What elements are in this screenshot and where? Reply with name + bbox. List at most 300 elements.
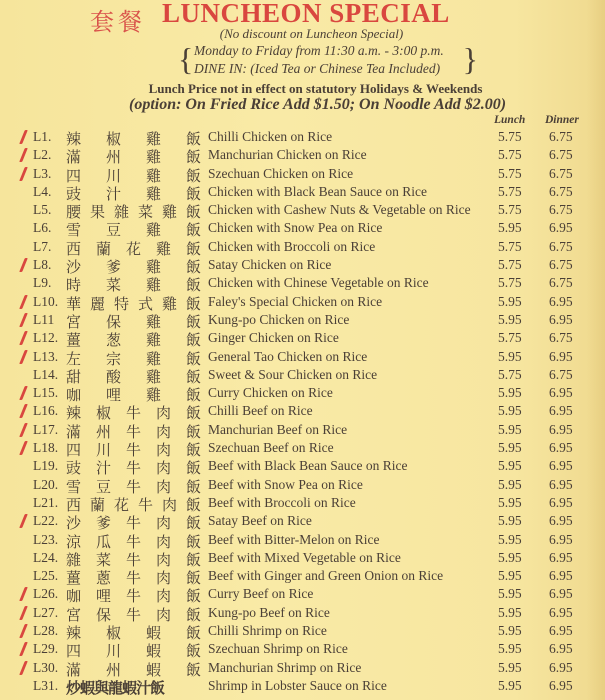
lunch-price: 5.95 [498, 549, 522, 565]
red-checkmark-icon [19, 331, 28, 345]
menu-item-row [0, 274, 605, 295]
chinese-character: 肉 [161, 495, 177, 514]
red-checkmark-icon [19, 606, 28, 620]
chinese-character: 花 [113, 495, 129, 514]
menu-item-row [0, 183, 605, 201]
dinner-price: 6.75 [549, 257, 573, 273]
item-english-name: Beef with Black Bean Sauce on Rice [208, 458, 408, 474]
item-english-name: Kung-po Chicken on Rice [208, 311, 350, 327]
lunch-price: 5.75 [498, 202, 522, 218]
chinese-character: 肉 [155, 404, 171, 423]
right-brace-icon: } [462, 41, 478, 77]
dinner-price: 6.95 [549, 458, 573, 474]
holiday-notice: Lunch Price not in effect on statutory Holidays & Weekends [148, 81, 483, 96]
item-code: L12. [33, 330, 59, 346]
chinese-character: 蔥 [95, 569, 111, 588]
chinese-character: 薑 [66, 331, 82, 350]
item-code: L20. [33, 476, 59, 492]
red-checkmark-icon [19, 258, 28, 272]
lunch-price: 5.95 [498, 586, 522, 602]
chinese-character: 滿 [66, 660, 82, 679]
chinese-character: 飯 [185, 367, 201, 386]
lunch-price: 5.75 [498, 330, 522, 346]
dinner-price: 6.75 [549, 165, 573, 181]
chinese-character: 雞 [161, 294, 177, 313]
item-english-name: General Tao Chicken on Rice [208, 348, 368, 364]
lunch-price: 5.95 [498, 623, 522, 639]
chinese-character: 辣 [66, 404, 82, 423]
chinese-character: 花 [125, 239, 141, 258]
item-code: L9. [33, 275, 52, 291]
item-english-name: Chicken with Cashew Nuts & Vegetable on Rice [208, 202, 471, 218]
item-english-name: Chicken with Snow Pea on Rice [208, 220, 383, 236]
item-english-name: Curry Beef on Rice [208, 586, 314, 602]
red-checkmark-icon [19, 587, 28, 601]
dinner-price: 6.95 [549, 641, 573, 657]
item-code: L27. [33, 604, 59, 620]
dinner-price: 6.95 [549, 677, 573, 693]
chinese-character: 甜 [66, 367, 82, 386]
chinese-character: 四 [66, 441, 82, 460]
item-code: L26. [33, 586, 59, 602]
dinner-price: 6.95 [549, 311, 573, 327]
item-english-name: Beef with Bitter-Melon on Rice [208, 531, 380, 547]
chinese-character: 飯 [185, 569, 201, 588]
chinese-character: 葱 [105, 331, 121, 350]
chinese-character: 滿 [66, 422, 82, 441]
chinese-character: 肉 [155, 532, 171, 551]
dinner-price: 6.95 [549, 476, 573, 492]
item-code: L21. [33, 494, 59, 510]
chinese-character: 特 [113, 294, 129, 313]
chinese-character: 滿 [66, 148, 82, 167]
menu-item-row [0, 402, 605, 423]
chinese-character: 沙 [66, 514, 82, 533]
dinner-price: 6.95 [549, 385, 573, 401]
item-english-name: Satay Chicken on Rice [208, 257, 332, 273]
dinner-price: 6.75 [549, 202, 573, 218]
menu-item-row [0, 128, 605, 146]
lunch-price: 5.95 [498, 458, 522, 474]
menu-item-row [0, 531, 605, 549]
menu-item-row [0, 494, 605, 512]
chinese-character: 牛 [125, 459, 141, 478]
menu-item-row [0, 640, 605, 661]
item-code: L15. [33, 385, 59, 401]
chinese-character: 蝦 [145, 624, 161, 643]
item-english-name: Beef with Broccoli on Rice [208, 494, 356, 510]
item-code: L30. [33, 659, 59, 675]
dinner-price: 6.75 [549, 366, 573, 382]
item-code: L18. [33, 440, 59, 456]
chinese-character: 州 [105, 148, 121, 167]
chinese-character: 雞 [145, 221, 161, 240]
red-checkmark-icon [19, 167, 28, 181]
chinese-character: 華 [66, 294, 82, 313]
item-english-name: Shrimp in Lobster Sauce on Rice [208, 677, 387, 693]
chinese-character: 飯 [185, 422, 201, 441]
chinese-character: 飯 [185, 459, 201, 478]
chinese-character: 宮 [66, 605, 82, 624]
item-english-name: Beef with Ginger and Green Onion on Rice [208, 568, 444, 584]
subtitle: (No discount on Luncheon Special) [219, 26, 404, 41]
dinner-price: 6.75 [549, 129, 573, 144]
chinese-character: 宮 [66, 312, 82, 331]
dinner-price: 6.75 [549, 147, 573, 163]
chinese-character: 椒 [105, 624, 121, 643]
dinner-price: 6.95 [549, 568, 573, 584]
item-code: L8. [33, 257, 52, 273]
paper-fold-shadow [587, 0, 605, 700]
chinese-character: 飯 [185, 514, 201, 533]
chinese-character: 飯 [185, 441, 201, 460]
menu-item-row [0, 585, 605, 606]
chinese-character: 雪 [66, 477, 82, 496]
chinese-character: 州 [95, 422, 111, 441]
chinese-character: 豆 [95, 477, 111, 496]
lunch-price: 5.75 [498, 165, 522, 181]
chinese-character: 豉 [66, 459, 82, 478]
dinner-price: 6.95 [549, 440, 573, 456]
item-chinese-name [66, 677, 201, 698]
chinese-character: 保 [105, 312, 121, 331]
chinese-character: 雞 [145, 130, 161, 148]
item-english-name: Szechuan Chicken on Rice [208, 165, 354, 181]
dinner-price: 6.95 [549, 293, 573, 309]
chinese-character: 保 [95, 605, 111, 624]
lunch-price: 5.95 [498, 403, 522, 419]
chinese-character: 果 [89, 203, 105, 222]
lunch-price: 5.75 [498, 366, 522, 382]
dinner-column-header: Dinner [545, 114, 579, 126]
chinese-character: 牛 [125, 605, 141, 624]
chinese-character: 雞 [145, 349, 161, 368]
lunch-price: 5.95 [498, 440, 522, 456]
lunch-price: 5.75 [498, 129, 522, 144]
page-title: LUNCHEON SPECIAL [162, 0, 450, 28]
chinese-character: 雞 [145, 148, 161, 167]
chinese-character: 涼 [66, 532, 82, 551]
menu-item-row [0, 329, 605, 350]
lunch-price: 5.95 [498, 421, 522, 437]
item-english-name: Chicken with Chinese Vegetable on Rice [208, 275, 429, 291]
item-code: L4. [33, 183, 52, 199]
chinese-character: 飯 [185, 660, 201, 679]
red-checkmark-icon [19, 514, 28, 528]
chinese-character: 雞 [145, 184, 161, 203]
chinese-character: 飯 [185, 386, 201, 405]
dinner-price: 6.75 [549, 183, 573, 199]
menu-item-row [0, 659, 605, 677]
chinese-character: 汁 [105, 184, 121, 203]
chinese-character: 沙 [66, 258, 82, 277]
chinese-character: 豆 [105, 221, 121, 240]
chinese-character: 肉 [155, 550, 171, 569]
chinese-character: 椒 [95, 404, 111, 423]
menu-item-row [0, 677, 605, 695]
hours-block [178, 41, 478, 78]
chinese-character: 飯 [185, 642, 201, 661]
chinese-character: 辣 [66, 130, 82, 148]
left-brace-icon: { [178, 41, 194, 77]
lunch-price: 5.95 [498, 568, 522, 584]
item-code: L13. [33, 348, 59, 364]
chinese-character: 肉 [155, 477, 171, 496]
dinner-price: 6.95 [549, 623, 573, 639]
item-code: L24. [33, 549, 59, 565]
red-checkmark-icon [19, 441, 28, 455]
chinese-character: 哩 [105, 386, 121, 405]
chinese-character: 炒蝦與龍蝦汁飯 [66, 678, 165, 697]
red-checkmark-icon [19, 642, 28, 656]
chinese-character: 飯 [185, 239, 201, 258]
chinese-character: 式 [137, 294, 153, 313]
item-code: L10. [33, 293, 59, 309]
chinese-character: 宗 [105, 349, 121, 368]
item-code: L14. [33, 366, 59, 382]
chinese-character: 牛 [125, 569, 141, 588]
chinese-character: 飯 [185, 605, 201, 624]
chinese-character: 肉 [155, 569, 171, 588]
menu-item-row [0, 512, 605, 533]
chinese-character: 肉 [155, 587, 171, 606]
menu-header [0, 0, 605, 126]
chinese-character: 川 [95, 441, 111, 460]
chinese-character: 飯 [185, 550, 201, 569]
item-code: L23. [33, 531, 59, 547]
item-english-name: Chilli Beef on Rice [208, 403, 313, 419]
chinese-character: 肉 [155, 441, 171, 460]
menu-item-row [0, 146, 605, 167]
red-checkmark-icon [19, 624, 28, 638]
lunch-column-header: Lunch [494, 114, 526, 126]
red-checkmark-icon [19, 350, 28, 364]
dinner-price: 6.75 [549, 238, 573, 254]
chinese-character: 時 [66, 276, 82, 295]
item-code: L1. [33, 129, 52, 144]
red-checkmark-icon [19, 148, 28, 162]
menu-item-row [0, 348, 605, 366]
chinese-character: 薑 [66, 569, 82, 588]
chinese-character: 麗 [89, 294, 105, 313]
chinese-character: 雞 [145, 166, 161, 185]
lunch-price: 5.95 [498, 677, 522, 693]
dinner-price: 6.95 [549, 549, 573, 565]
item-english-name: Satay Beef on Rice [208, 513, 312, 529]
chinese-character: 雜 [66, 550, 82, 569]
item-english-name: Chilli Shrimp on Rice [208, 623, 327, 639]
item-english-name: Kung-po Beef on Rice [208, 604, 330, 620]
chinese-character: 雜 [113, 203, 129, 222]
chinese-character: 酸 [105, 367, 121, 386]
chinese-character: 川 [105, 166, 121, 185]
chinese-character: 雞 [155, 239, 171, 258]
chinese-character: 腰 [66, 203, 82, 222]
chinese-character: 牛 [125, 422, 141, 441]
chinese-character: 飯 [185, 312, 201, 331]
menu-item-row [0, 219, 605, 240]
chinese-character: 爹 [95, 514, 111, 533]
chinese-character: 牛 [125, 587, 141, 606]
chinese-character: 飯 [185, 258, 201, 277]
chinese-character: 飯 [185, 221, 201, 240]
chinese-character: 雞 [145, 312, 161, 331]
dinner-price: 6.95 [549, 421, 573, 437]
item-english-name: Beef with Mixed Vegetable on Rice [208, 549, 401, 565]
menu-list [0, 128, 605, 695]
red-checkmark-icon [19, 313, 28, 327]
item-code: L22. [33, 513, 59, 529]
dinner-price: 6.95 [549, 513, 573, 529]
menu-item-row [0, 165, 605, 183]
dinner-price: 6.95 [549, 604, 573, 620]
chinese-character: 飯 [185, 203, 201, 222]
item-code: L29. [33, 641, 59, 657]
item-english-name: Manchurian Beef on Rice [208, 421, 348, 437]
red-checkmark-icon [19, 423, 28, 437]
chinese-character: 飯 [185, 532, 201, 551]
red-checkmark-icon [19, 661, 28, 675]
chinese-character: 牛 [125, 441, 141, 460]
dinner-price: 6.95 [549, 659, 573, 675]
lunch-price: 5.75 [498, 257, 522, 273]
dinner-price: 6.95 [549, 220, 573, 236]
hours-line: Monday to Friday from 11:30 a.m. - 3:00 p.m. [194, 43, 444, 58]
dinner-price: 6.95 [549, 531, 573, 547]
lunch-price: 5.75 [498, 147, 522, 163]
menu-item-row [0, 256, 605, 277]
chinese-character: 西 [66, 495, 82, 514]
item-code: L19. [33, 458, 59, 474]
menu-item-row [0, 384, 605, 405]
dinner-price: 6.95 [549, 348, 573, 364]
menu-item-row [0, 604, 605, 622]
chinese-character: 西 [66, 239, 82, 258]
item-code: L16. [33, 403, 59, 419]
menu-item-row [0, 567, 605, 588]
chinese-character: 雞 [145, 331, 161, 350]
chinese-character: 肉 [155, 459, 171, 478]
lunch-price: 5.95 [498, 531, 522, 547]
chinese-character: 飯 [185, 130, 201, 148]
lunch-price: 5.95 [498, 348, 522, 364]
item-code: L17. [33, 421, 59, 437]
chinese-character: 牛 [125, 550, 141, 569]
chinese-character: 哩 [95, 587, 111, 606]
chinese-character: 川 [105, 642, 121, 661]
chinese-character: 牛 [125, 514, 141, 533]
item-code: L11 [33, 311, 55, 327]
menu-item-row [0, 622, 605, 643]
chinese-character: 飯 [185, 148, 201, 167]
lunch-price: 5.95 [498, 513, 522, 529]
dinner-price: 6.75 [549, 275, 573, 291]
lunch-price: 5.95 [498, 476, 522, 492]
chinese-character: 豉 [66, 184, 82, 203]
chinese-character: 飯 [185, 331, 201, 350]
menu-item-row [0, 238, 605, 256]
chinese-character: 飯 [185, 495, 201, 514]
lunch-price: 5.95 [498, 385, 522, 401]
chinese-character: 菜 [137, 203, 153, 222]
item-code: L5. [33, 202, 52, 218]
lunch-price: 5.95 [498, 494, 522, 510]
menu-item-row [0, 311, 605, 329]
lunch-price: 5.95 [498, 311, 522, 327]
item-code: L6. [33, 220, 52, 236]
item-english-name: Szechuan Beef on Rice [208, 440, 334, 456]
item-english-name: Szechuan Shrimp on Rice [208, 641, 348, 657]
red-checkmark-icon [19, 295, 28, 309]
dinner-price: 6.75 [549, 330, 573, 346]
chinese-character: 四 [66, 166, 82, 185]
chinese-character: 椒 [105, 130, 121, 148]
chinese-character: 飯 [185, 349, 201, 368]
lunch-price: 5.95 [498, 604, 522, 620]
chinese-character: 蘭 [95, 239, 111, 258]
chinese-character: 雞 [161, 203, 177, 222]
chinese-character: 牛 [125, 532, 141, 551]
menu-item-row [0, 476, 605, 494]
chinese-character: 蘭 [89, 495, 105, 514]
dine-in-line: DINE IN: (Iced Tea or Chinese Tea Included) [194, 60, 441, 76]
chinese-character: 牛 [125, 404, 141, 423]
item-code: L3. [33, 165, 52, 181]
chinese-character: 爹 [105, 258, 121, 277]
lunch-price: 5.75 [498, 238, 522, 254]
chinese-character: 雪 [66, 221, 82, 240]
chinese-character: 肉 [155, 514, 171, 533]
chinese-character: 雞 [145, 276, 161, 295]
red-checkmark-icon [19, 386, 28, 400]
chinese-character: 州 [105, 660, 121, 679]
chinese-character: 辣 [66, 624, 82, 643]
chinese-character: 左 [66, 349, 82, 368]
chinese-title: 套餐 [90, 8, 146, 36]
menu-item-row [0, 366, 605, 384]
lunch-price: 5.95 [498, 220, 522, 236]
lunch-price: 5.75 [498, 275, 522, 291]
item-code: L25. [33, 568, 59, 584]
menu-item-row [0, 421, 605, 439]
chinese-character: 雞 [145, 386, 161, 405]
item-code: L28. [33, 623, 59, 639]
chinese-character: 牛 [125, 477, 141, 496]
chinese-character: 四 [66, 642, 82, 661]
menu-item-row [0, 201, 605, 222]
lunch-price: 5.95 [498, 641, 522, 657]
chinese-character: 飯 [185, 477, 201, 496]
chinese-character: 雞 [145, 258, 161, 277]
chinese-character: 肉 [155, 422, 171, 441]
lunch-price: 5.95 [498, 659, 522, 675]
chinese-character: 飯 [185, 166, 201, 185]
chinese-character: 瓜 [95, 532, 111, 551]
chinese-character: 飯 [185, 184, 201, 203]
item-english-name: Beef with Snow Pea on Rice [208, 476, 363, 492]
chinese-character: 菜 [105, 276, 121, 295]
chinese-character: 牛 [137, 495, 153, 514]
dinner-price: 6.95 [549, 494, 573, 510]
dinner-price: 6.95 [549, 586, 573, 602]
chinese-character: 咖 [66, 587, 82, 606]
lunch-price: 5.95 [498, 293, 522, 309]
red-checkmark-icon [19, 404, 28, 418]
item-code: L31. [33, 677, 59, 693]
chinese-character: 菜 [95, 550, 111, 569]
chinese-character: 汁 [95, 459, 111, 478]
chinese-character: 蝦 [145, 642, 161, 661]
